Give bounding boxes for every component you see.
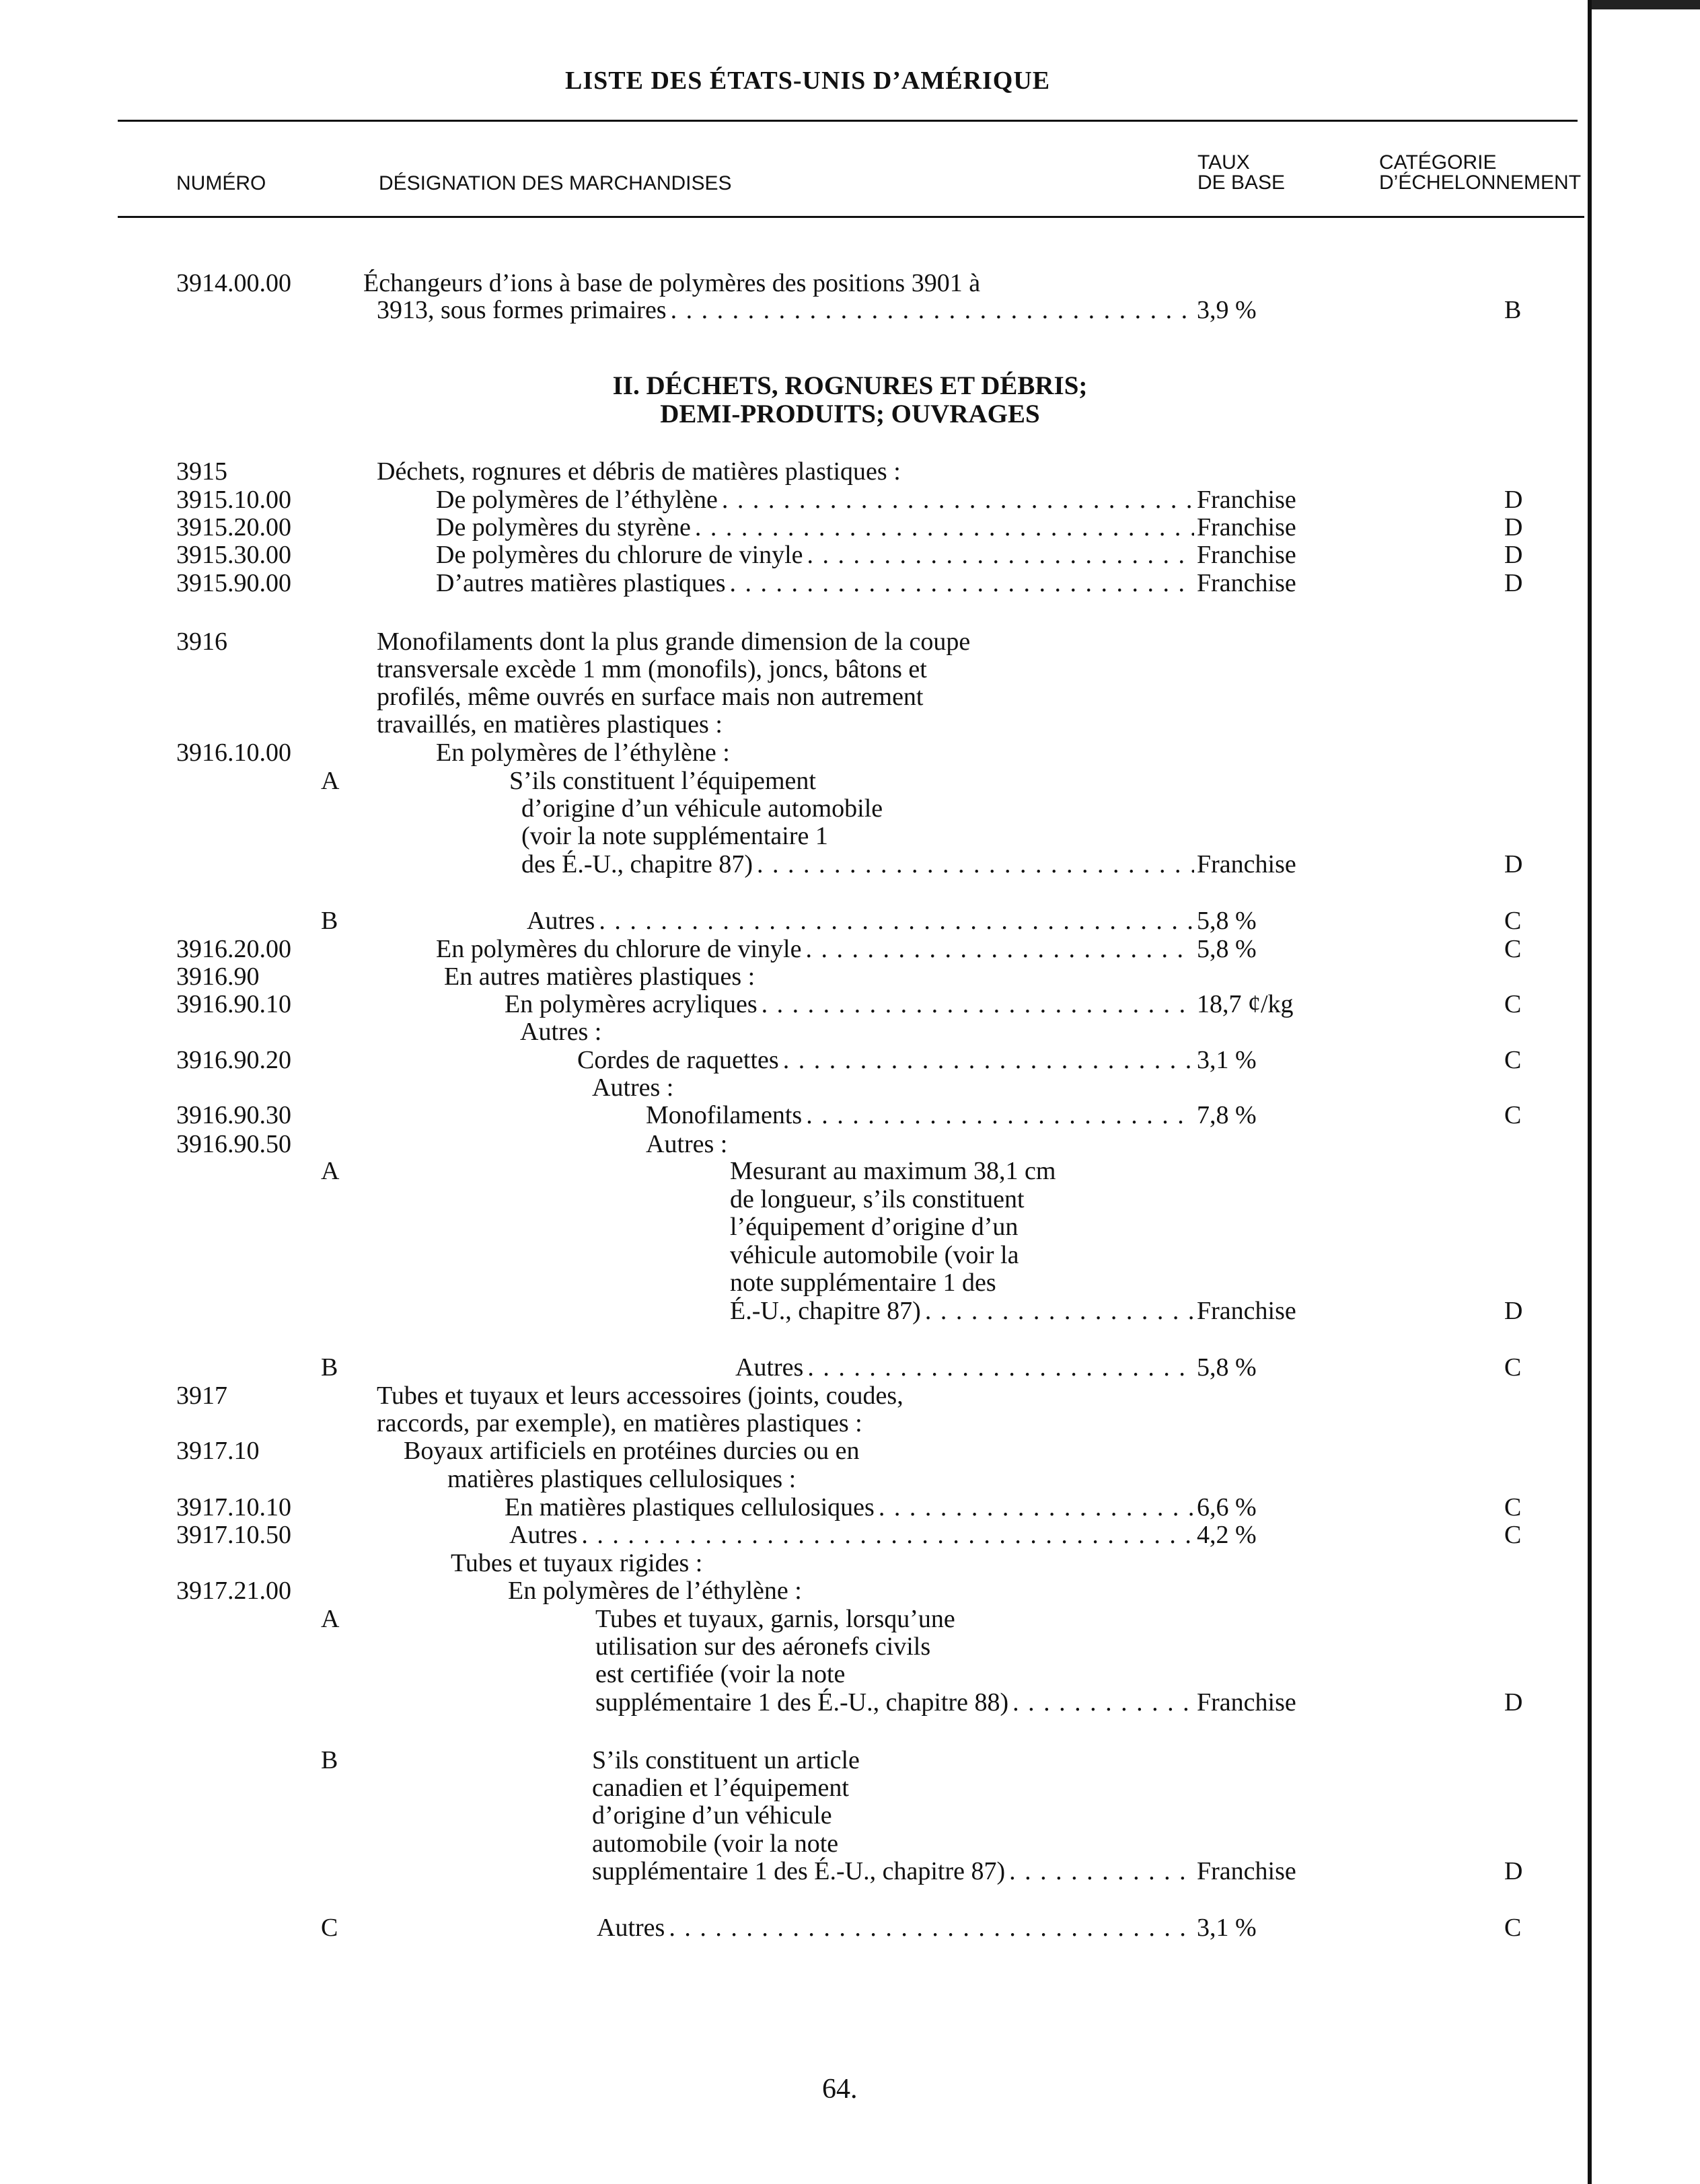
table-row bbox=[0, 794, 1700, 823]
row-designation bbox=[377, 655, 927, 683]
table-row bbox=[0, 1353, 1700, 1382]
row-designation-text: supplémentaire 1 des É.-U., chapitre 87) bbox=[592, 1857, 1006, 1885]
row-code: 3915.30.00 bbox=[176, 541, 291, 569]
row-designation bbox=[646, 1130, 727, 1158]
row-base-rate: 5,8 % bbox=[1197, 907, 1257, 935]
row-designation-text: d’origine d’un véhicule automobile bbox=[521, 794, 883, 823]
row-code: 3917.21.00 bbox=[176, 1577, 291, 1605]
column-header-designation: DÉSIGNATION DES MARCHANDISES bbox=[379, 172, 732, 194]
row-designation-text: 3913, sous formes primaires bbox=[377, 296, 667, 324]
table-row bbox=[0, 990, 1700, 1018]
row-designation bbox=[592, 1746, 860, 1774]
row-designation-text: Autres bbox=[509, 1521, 578, 1549]
row-designation bbox=[505, 1493, 1194, 1521]
table-row bbox=[0, 269, 1700, 297]
row-designation-text: Autres : bbox=[592, 1074, 674, 1102]
row-designation bbox=[377, 1409, 862, 1437]
table-row bbox=[0, 1549, 1700, 1577]
row-designation bbox=[646, 1101, 1194, 1129]
row-designation-text: (voir la note supplémentaire 1 bbox=[521, 822, 828, 850]
table-row bbox=[0, 541, 1700, 569]
row-subcode: A bbox=[321, 1605, 340, 1633]
header-bottom-rule bbox=[118, 216, 1584, 218]
row-staging-category: B bbox=[1504, 296, 1522, 324]
row-base-rate: Franchise bbox=[1197, 1688, 1296, 1717]
row-staging-category: D bbox=[1504, 541, 1523, 569]
row-base-rate: 4,2 % bbox=[1197, 1521, 1257, 1549]
row-designation bbox=[592, 1774, 849, 1802]
table-row bbox=[0, 1830, 1700, 1858]
column-header-taux-line2: DE BASE bbox=[1197, 172, 1286, 194]
row-designation bbox=[521, 794, 883, 823]
row-designation bbox=[377, 628, 970, 656]
row-code: 3915.20.00 bbox=[176, 513, 291, 541]
row-base-rate: 3,9 % bbox=[1197, 296, 1257, 324]
row-subcode: A bbox=[321, 1157, 340, 1185]
table-row bbox=[0, 1018, 1700, 1046]
row-designation bbox=[509, 1521, 1194, 1549]
row-designation-text: En matières plastiques cellulosiques bbox=[505, 1493, 875, 1521]
row-designation bbox=[377, 457, 901, 486]
row-staging-category: C bbox=[1504, 1353, 1522, 1382]
table-row bbox=[0, 739, 1700, 767]
row-designation bbox=[377, 683, 924, 711]
row-designation bbox=[508, 1577, 802, 1605]
row-base-rate: 6,6 % bbox=[1197, 1493, 1257, 1521]
row-designation-text: d’origine d’un véhicule bbox=[592, 1801, 832, 1830]
row-designation-text: Autres bbox=[597, 1914, 665, 1942]
row-designation-text: des É.-U., chapitre 87) bbox=[521, 850, 753, 878]
row-designation bbox=[592, 1857, 1194, 1885]
row-subcode: B bbox=[321, 907, 338, 935]
row-designation bbox=[377, 296, 1194, 324]
row-code: 3915 bbox=[176, 457, 227, 486]
row-code: 3917.10.10 bbox=[176, 1493, 291, 1521]
row-designation-text: S’ils constituent un article bbox=[592, 1746, 860, 1774]
row-designation bbox=[520, 1018, 601, 1046]
row-designation bbox=[377, 710, 723, 739]
row-base-rate: Franchise bbox=[1197, 1857, 1296, 1885]
row-designation bbox=[436, 739, 730, 767]
row-staging-category: C bbox=[1504, 1046, 1522, 1074]
row-code: 3916 bbox=[176, 628, 227, 656]
row-designation bbox=[436, 569, 1194, 597]
table-row bbox=[0, 1801, 1700, 1830]
row-designation-text: Tubes et tuyaux et leurs accessoires (joints, coudes, bbox=[377, 1382, 903, 1410]
row-designation bbox=[577, 1046, 1194, 1074]
table-row bbox=[0, 850, 1700, 878]
page-title: LISTE DES ÉTATS-UNIS D’AMÉRIQUE bbox=[565, 67, 1051, 95]
row-designation-text: note supplémentaire 1 des bbox=[730, 1269, 996, 1297]
row-staging-category: C bbox=[1504, 1914, 1522, 1942]
page-number: 64. bbox=[822, 2074, 858, 2105]
table-row bbox=[0, 767, 1700, 795]
row-code: 3917 bbox=[176, 1382, 227, 1410]
table-row bbox=[0, 1437, 1700, 1465]
table-row bbox=[0, 296, 1700, 324]
row-staging-category: D bbox=[1504, 1688, 1523, 1717]
row-designation bbox=[509, 767, 816, 795]
row-base-rate: Franchise bbox=[1197, 1297, 1296, 1325]
row-base-rate: Franchise bbox=[1197, 486, 1296, 514]
row-code: 3916.10.00 bbox=[176, 739, 291, 767]
column-header-categorie bbox=[1379, 153, 1581, 193]
table-row bbox=[0, 710, 1700, 739]
row-designation bbox=[730, 1157, 1056, 1185]
row-designation-text: Boyaux artificiels en protéines durcies ou en bbox=[404, 1437, 860, 1465]
column-header-taux-line1: TAUX bbox=[1197, 151, 1250, 174]
row-designation bbox=[436, 541, 1194, 569]
table-row bbox=[0, 1577, 1700, 1605]
table-row bbox=[0, 1101, 1700, 1129]
row-designation-text: De polymères du chlorure de vinyle bbox=[436, 541, 803, 569]
table-row bbox=[0, 1046, 1700, 1074]
row-designation-text: travaillés, en matières plastiques : bbox=[377, 710, 723, 739]
row-designation bbox=[521, 822, 828, 850]
row-designation bbox=[436, 486, 1194, 514]
row-code: 3917.10.50 bbox=[176, 1521, 291, 1549]
row-designation bbox=[595, 1605, 955, 1633]
table-row bbox=[0, 1269, 1700, 1297]
row-designation bbox=[730, 1185, 1025, 1213]
row-code: 3916.90.30 bbox=[176, 1101, 291, 1129]
row-designation-text: En autres matières plastiques : bbox=[444, 963, 755, 991]
row-designation bbox=[363, 269, 980, 297]
row-designation bbox=[436, 935, 1194, 963]
row-subcode: C bbox=[321, 1914, 338, 1942]
table-row bbox=[0, 457, 1700, 486]
row-staging-category: C bbox=[1504, 990, 1522, 1018]
row-designation-text: Échangeurs d’ions à base de polymères des positions 3901 à bbox=[363, 269, 981, 297]
table-row bbox=[0, 1605, 1700, 1633]
column-header-categorie-line1: CATÉGORIE bbox=[1379, 151, 1497, 174]
row-code: 3914.00.00 bbox=[176, 269, 291, 297]
row-staging-category: C bbox=[1504, 907, 1522, 935]
row-designation-text: de longueur, s’ils constituent bbox=[730, 1185, 1025, 1213]
row-designation-text: canadien et l’équipement bbox=[592, 1774, 849, 1802]
row-code: 3916.90.20 bbox=[176, 1046, 291, 1074]
row-designation bbox=[595, 1660, 845, 1688]
row-designation-text: Tubes et tuyaux rigides : bbox=[451, 1549, 703, 1577]
row-designation bbox=[735, 1353, 1194, 1382]
table-row bbox=[0, 1493, 1700, 1521]
row-code: 3916.20.00 bbox=[176, 935, 291, 963]
row-designation bbox=[730, 1297, 1194, 1325]
table-row bbox=[0, 822, 1700, 850]
table-row bbox=[0, 1185, 1700, 1213]
row-designation bbox=[521, 850, 1194, 878]
table-row bbox=[0, 1074, 1700, 1102]
row-designation-text: Autres : bbox=[520, 1018, 602, 1046]
row-staging-category: C bbox=[1504, 1493, 1522, 1521]
row-base-rate: 5,8 % bbox=[1197, 935, 1257, 963]
row-designation-text: De polymères du styrène bbox=[436, 513, 691, 541]
row-staging-category: C bbox=[1504, 1101, 1522, 1129]
table-row bbox=[0, 1157, 1700, 1185]
row-designation bbox=[592, 1801, 832, 1830]
table-row bbox=[0, 1746, 1700, 1774]
row-staging-category: C bbox=[1504, 1521, 1522, 1549]
row-subcode: B bbox=[321, 1746, 338, 1774]
table-row bbox=[0, 569, 1700, 597]
row-designation-text: Monofilaments bbox=[646, 1101, 803, 1129]
row-designation bbox=[597, 1914, 1194, 1942]
row-designation bbox=[592, 1830, 838, 1858]
table-row bbox=[0, 486, 1700, 514]
row-base-rate: 18,7 ¢/kg bbox=[1197, 990, 1294, 1018]
table-row bbox=[0, 1660, 1700, 1688]
row-designation-text: l’équipement d’origine d’un bbox=[730, 1213, 1019, 1241]
row-base-rate: 3,1 % bbox=[1197, 1046, 1257, 1074]
row-designation-text: utilisation sur des aéronefs civils bbox=[595, 1632, 931, 1661]
row-designation bbox=[595, 1632, 930, 1661]
row-code: 3915.10.00 bbox=[176, 486, 291, 514]
row-designation-text: Mesurant au maximum 38,1 cm bbox=[730, 1157, 1056, 1185]
row-designation-text: matières plastiques cellulosiques : bbox=[447, 1465, 797, 1493]
row-designation-text: automobile (voir la note bbox=[592, 1830, 839, 1858]
row-designation bbox=[436, 513, 1194, 541]
table-row bbox=[0, 1130, 1700, 1158]
row-designation-text: est certifiée (voir la note bbox=[595, 1660, 846, 1688]
row-designation-text: É.-U., chapitre 87) bbox=[730, 1297, 921, 1325]
row-designation-text: raccords, par exemple), en matières plastiques : bbox=[377, 1409, 862, 1437]
table-row bbox=[0, 1857, 1700, 1885]
row-designation-text: Monofilaments dont la plus grande dimension de la coupe bbox=[377, 628, 971, 656]
row-designation bbox=[730, 1213, 1018, 1241]
section-heading-line2: DEMI-PRODUITS; OUVRAGES bbox=[660, 400, 1040, 428]
table-row bbox=[0, 1213, 1700, 1241]
row-staging-category: D bbox=[1504, 569, 1523, 597]
table-row bbox=[0, 655, 1700, 683]
row-base-rate: Franchise bbox=[1197, 850, 1296, 878]
table-row bbox=[0, 963, 1700, 991]
row-designation-text: Autres : bbox=[646, 1130, 728, 1158]
row-staging-category: D bbox=[1504, 486, 1523, 514]
row-base-rate: Franchise bbox=[1197, 513, 1296, 541]
table-row bbox=[0, 628, 1700, 656]
table-row bbox=[0, 1774, 1700, 1802]
table-row bbox=[0, 907, 1700, 935]
row-staging-category: D bbox=[1504, 1857, 1523, 1885]
row-designation-text: Tubes et tuyaux, garnis, lorsqu’une bbox=[595, 1605, 955, 1633]
row-designation-text: véhicule automobile (voir la bbox=[730, 1241, 1019, 1269]
row-designation-text: Déchets, rognures et débris de matières plastiques : bbox=[377, 457, 901, 486]
row-designation bbox=[595, 1688, 1194, 1717]
column-header-taux bbox=[1197, 153, 1285, 193]
table-row bbox=[0, 935, 1700, 963]
row-code: 3916.90.50 bbox=[176, 1130, 291, 1158]
row-designation-text: Cordes de raquettes bbox=[577, 1046, 779, 1074]
row-designation-text: De polymères de l’éthylène bbox=[436, 486, 718, 514]
column-header-numero: NUMÉRO bbox=[176, 172, 266, 194]
row-designation-text: S’ils constituent l’équipement bbox=[509, 767, 816, 795]
table-row bbox=[0, 1688, 1700, 1717]
row-code: 3916.90 bbox=[176, 963, 260, 991]
table-row bbox=[0, 1297, 1700, 1325]
row-staging-category: D bbox=[1504, 513, 1523, 541]
row-designation-text: En polymères du chlorure de vinyle bbox=[436, 935, 802, 963]
header-top-rule bbox=[118, 120, 1578, 122]
row-designation bbox=[592, 1074, 673, 1102]
table-row bbox=[0, 1241, 1700, 1269]
scan-edge-shadow bbox=[1588, 0, 1592, 2184]
row-code: 3917.10 bbox=[176, 1437, 260, 1465]
table-row bbox=[0, 1409, 1700, 1437]
row-designation-text: Autres bbox=[735, 1353, 804, 1382]
scan-edge-top bbox=[1592, 0, 1700, 9]
row-designation-text: D’autres matières plastiques bbox=[436, 569, 726, 597]
row-designation-text: supplémentaire 1 des É.-U., chapitre 88) bbox=[595, 1688, 1009, 1717]
row-designation bbox=[444, 963, 755, 991]
row-designation-text: En polymères acryliques bbox=[505, 990, 757, 1018]
column-header-categorie-line2: D’ÉCHELONNEMENT bbox=[1379, 172, 1582, 194]
table-row bbox=[0, 1382, 1700, 1410]
row-designation bbox=[730, 1241, 1019, 1269]
table-row bbox=[0, 1465, 1700, 1493]
row-designation bbox=[451, 1549, 702, 1577]
row-base-rate: Franchise bbox=[1197, 541, 1296, 569]
table-row bbox=[0, 1914, 1700, 1942]
row-designation-text: profilés, même ouvrés en surface mais non autrement bbox=[377, 683, 924, 711]
row-designation-text: transversale excède 1 mm (monofils), joncs, bâtons et bbox=[377, 655, 927, 683]
row-subcode: A bbox=[321, 767, 340, 795]
row-staging-category: D bbox=[1504, 1297, 1523, 1325]
row-designation-text: Autres bbox=[527, 907, 595, 935]
row-designation-text: En polymères de l’éthylène : bbox=[508, 1577, 802, 1605]
row-designation bbox=[527, 907, 1194, 935]
row-code: 3916.90.10 bbox=[176, 990, 291, 1018]
row-base-rate: 5,8 % bbox=[1197, 1353, 1257, 1382]
row-subcode: B bbox=[321, 1353, 338, 1382]
row-base-rate: Franchise bbox=[1197, 569, 1296, 597]
section-heading-line1: II. DÉCHETS, ROGNURES ET DÉBRIS; bbox=[612, 371, 1088, 400]
table-row bbox=[0, 1521, 1700, 1549]
row-staging-category: C bbox=[1504, 935, 1522, 963]
row-designation bbox=[505, 990, 1194, 1018]
row-base-rate: 7,8 % bbox=[1197, 1101, 1257, 1129]
row-designation bbox=[404, 1437, 859, 1465]
row-base-rate: 3,1 % bbox=[1197, 1914, 1257, 1942]
table-row bbox=[0, 683, 1700, 711]
row-staging-category: D bbox=[1504, 850, 1523, 878]
row-code: 3915.90.00 bbox=[176, 569, 291, 597]
table-row bbox=[0, 1632, 1700, 1661]
table-row bbox=[0, 513, 1700, 541]
row-designation bbox=[730, 1269, 996, 1297]
row-designation bbox=[377, 1382, 903, 1410]
row-designation bbox=[447, 1465, 796, 1493]
row-designation-text: En polymères de l’éthylène : bbox=[436, 739, 730, 767]
